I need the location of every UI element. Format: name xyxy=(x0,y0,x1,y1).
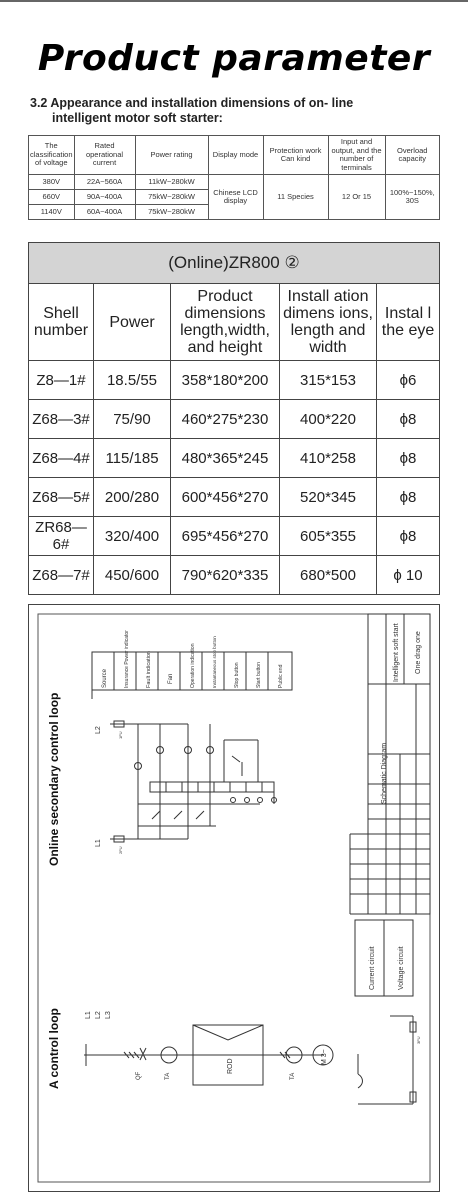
table-row xyxy=(29,478,440,517)
diagram-inner-frame xyxy=(38,614,430,1182)
voltage-sense-circuit xyxy=(358,1016,416,1104)
spec-header-voltage: The classification of voltage xyxy=(29,136,75,175)
cell-product-dim: 460*275*230 xyxy=(171,400,280,439)
spec-overload: 100%~150%, 30S xyxy=(385,175,439,220)
spec-table-header-row xyxy=(29,136,440,175)
cell-shell: Z68—7# xyxy=(29,556,94,595)
spec-cell: 75kW~280kW xyxy=(135,190,208,205)
col-install-dimensions: Install ation dimens ions, length and width xyxy=(280,284,377,361)
spec-cell: 75kW~280kW xyxy=(135,205,208,220)
spec-header-power: Power rating xyxy=(135,136,208,175)
lower-loop-title: A control loop xyxy=(47,1008,61,1089)
label-fu1: 1FU xyxy=(118,731,123,739)
col-product-dimensions: Product dimensions length,width, and height xyxy=(171,284,280,361)
cell-eye: ϕ8 xyxy=(377,439,440,478)
current-circuit-label: Current circuit xyxy=(369,946,376,990)
col-power: Power xyxy=(94,284,171,361)
cell-product-dim: 480*365*245 xyxy=(171,439,280,478)
spec-cell: 90A~400A xyxy=(74,190,135,205)
spec-header-protection: Protection work Can kind xyxy=(263,136,328,175)
cell-shell: Z68—3# xyxy=(29,400,94,439)
cell-power: 200/280 xyxy=(94,478,171,517)
table-row xyxy=(29,556,440,595)
table-row xyxy=(29,400,440,439)
voltage-circuit-label: Voltage circuit xyxy=(398,946,405,990)
legend-item: Operation indication xyxy=(190,643,196,688)
spec-io-terminals: 12 Or 15 xyxy=(328,175,385,220)
cell-eye: ϕ8 xyxy=(377,517,440,556)
spec-cell: 660V xyxy=(29,190,75,205)
cell-power: 115/185 xyxy=(94,439,171,478)
section-heading xyxy=(30,96,450,126)
cell-product-dim: 358*180*200 xyxy=(171,361,280,400)
cell-install-dim: 315*153 xyxy=(280,361,377,400)
cell-product-dim: 600*456*270 xyxy=(171,478,280,517)
label-qf: QF xyxy=(136,1071,142,1080)
spec-cell: 11kW~280kW xyxy=(135,175,208,190)
cell-install-dim: 605*355 xyxy=(280,517,377,556)
col-install-eye: Instal l the eye xyxy=(377,284,440,361)
label-l2: L2 xyxy=(95,1011,102,1019)
legend-item: Insurance Power indicator xyxy=(124,630,130,688)
table-row xyxy=(29,439,440,478)
legend-item: Fault indication xyxy=(146,651,152,688)
cell-install-dim: 520*345 xyxy=(280,478,377,517)
top-rule xyxy=(0,0,468,2)
label-motor: M 3~ xyxy=(321,1049,328,1065)
upper-loop-title: Online secondary control loop xyxy=(47,692,61,866)
label-l2: L2 xyxy=(95,726,102,734)
table-row xyxy=(29,517,440,556)
legend-item: Public end xyxy=(278,664,284,688)
schematic-diagram xyxy=(28,604,440,1192)
cell-eye: ϕ8 xyxy=(377,478,440,517)
legend-item: Fan xyxy=(168,673,174,684)
spec-cell: 22A~560A xyxy=(74,175,135,190)
dimensions-table xyxy=(28,242,440,595)
label-fu3: 3FU xyxy=(416,1036,421,1044)
legend-item: Start button xyxy=(256,662,262,688)
spec-header-display: Display mode xyxy=(208,136,263,175)
title-block-text: One drag one xyxy=(415,631,422,674)
cell-power: 320/400 xyxy=(94,517,171,556)
spec-header-io: Input and output, and the number of terminals xyxy=(328,136,385,175)
cell-shell: Z68—4# xyxy=(29,439,94,478)
cell-product-dim: 790*620*335 xyxy=(171,556,280,595)
schematic-label: Schematic Diagram xyxy=(381,742,388,804)
cell-shell: ZR68—6# xyxy=(29,517,94,556)
title-block-text: Intelligent soft start xyxy=(393,623,400,682)
cell-install-dim: 680*500 xyxy=(280,556,377,595)
cell-eye: ϕ8 xyxy=(377,400,440,439)
label-fu2: 2FU xyxy=(118,846,123,854)
cell-eye: ϕ 10 xyxy=(377,556,440,595)
cell-shell: Z68—5# xyxy=(29,478,94,517)
cell-power: 450/600 xyxy=(94,556,171,595)
section-heading-line2: intelligent motor soft starter: xyxy=(52,111,223,125)
secondary-control-circuit xyxy=(110,721,277,842)
label-ta2: TA xyxy=(290,1072,296,1080)
legend-item: Source xyxy=(102,668,108,688)
spec-header-current: Rated operational current xyxy=(74,136,135,175)
col-shell-number: Shell number xyxy=(29,284,94,361)
legend-item: Instantaneous stop button xyxy=(212,636,217,688)
dimensions-table-title: (Online)ZR800 ② xyxy=(29,243,440,284)
label-l1: L1 xyxy=(95,839,102,847)
label-ta: TA xyxy=(165,1072,171,1080)
page-title: Product parameter xyxy=(37,38,431,79)
cell-power: 75/90 xyxy=(94,400,171,439)
cell-eye: ϕ6 xyxy=(377,361,440,400)
cell-shell: Z8—1# xyxy=(29,361,94,400)
legend-item: Stop button xyxy=(234,662,240,688)
diagram-outer-frame xyxy=(29,605,440,1192)
cell-install-dim: 410*258 xyxy=(280,439,377,478)
dimensions-header-row xyxy=(29,284,440,361)
spec-table xyxy=(28,135,440,220)
cell-product-dim: 695*456*270 xyxy=(171,517,280,556)
spec-cell: 1140V xyxy=(29,205,75,220)
spec-row xyxy=(29,175,440,190)
label-l1: L1 xyxy=(85,1011,92,1019)
label-rod: ROD xyxy=(227,1058,234,1074)
label-l3: L3 xyxy=(105,1011,112,1019)
spec-header-overload: Overload capacity xyxy=(385,136,439,175)
spec-display-mode: Chinese LCD display xyxy=(208,175,263,220)
section-heading-line1: 3.2 Appearance and installation dimensions of on- line xyxy=(30,96,354,110)
spec-cell: 380V xyxy=(29,175,75,190)
spec-protection: 11 Species xyxy=(263,175,328,220)
cell-install-dim: 400*220 xyxy=(280,400,377,439)
cell-power: 18.5/55 xyxy=(94,361,171,400)
table-row xyxy=(29,361,440,400)
spec-cell: 60A~400A xyxy=(74,205,135,220)
